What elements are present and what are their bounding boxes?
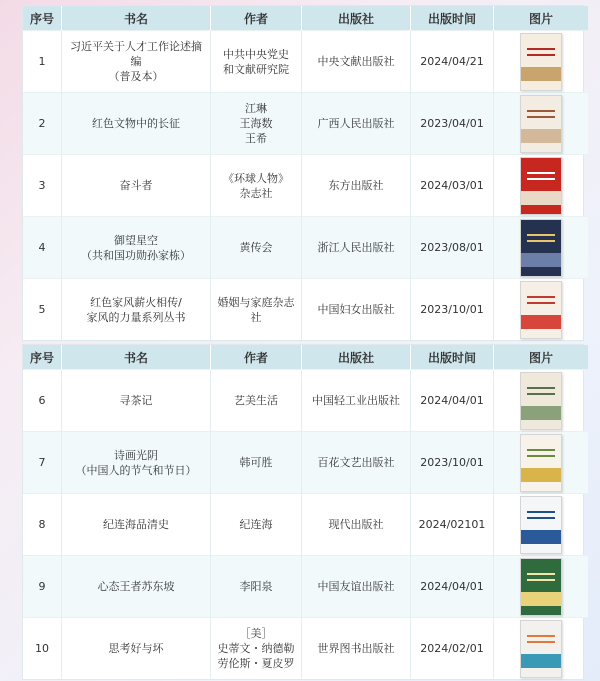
header-date: 出版时间 xyxy=(411,345,494,370)
cell-title xyxy=(62,279,211,341)
cell-no-text: 2 xyxy=(38,117,46,130)
cell-no-text: 4 xyxy=(38,241,46,254)
cell-publisher-text: 东方出版社 xyxy=(328,179,384,192)
cell-date-text: 2024/04/01 xyxy=(420,580,484,593)
cell-title xyxy=(62,155,211,217)
cell-publisher xyxy=(302,494,411,556)
cell-image xyxy=(494,155,589,217)
cell-author xyxy=(211,556,302,618)
header-title: 书名 xyxy=(62,6,211,31)
table-row xyxy=(23,432,588,494)
cell-no-text: 5 xyxy=(38,303,46,316)
cell-date-text: 2024/03/01 xyxy=(420,179,484,192)
cell-author xyxy=(211,279,302,341)
cell-title-text: 心态王者苏东坡 xyxy=(97,580,175,593)
cell-author-text: 纪连海 xyxy=(239,518,273,531)
cell-no xyxy=(23,432,62,494)
cell-title xyxy=(62,556,211,618)
cover-title-line xyxy=(527,641,555,643)
cell-date-text: 2023/10/01 xyxy=(420,456,484,469)
header-author: 作者 xyxy=(211,345,302,370)
book-table xyxy=(23,345,588,679)
cell-no-text: 1 xyxy=(38,55,46,68)
cell-date xyxy=(411,93,494,155)
cell-date xyxy=(411,432,494,494)
cell-date xyxy=(411,279,494,341)
cell-image xyxy=(494,31,589,93)
cell-title xyxy=(62,432,211,494)
cell-no xyxy=(23,370,62,432)
cover-title-line xyxy=(527,234,555,236)
book-cover-image xyxy=(520,219,562,277)
cell-date-text: 2023/10/01 xyxy=(420,303,484,316)
cell-no xyxy=(23,217,62,279)
header-title: 书名 xyxy=(62,345,211,370)
cover-title-line xyxy=(527,455,555,457)
table-row xyxy=(23,31,588,93)
cell-no xyxy=(23,155,62,217)
cell-author xyxy=(211,432,302,494)
book-cover-image xyxy=(520,434,562,492)
cell-date-text: 2023/08/01 xyxy=(420,241,484,254)
cell-date xyxy=(411,494,494,556)
book-cover-image xyxy=(520,157,562,215)
cell-image xyxy=(494,432,589,494)
cell-author xyxy=(211,155,302,217)
cover-title-line xyxy=(527,116,555,118)
cell-title-text: 习近平关于人才工作论述摘编 （普及本） xyxy=(70,40,202,83)
cell-image xyxy=(494,93,589,155)
cover-title-line xyxy=(527,302,555,304)
cover-title-line xyxy=(527,517,555,519)
cover-title-line xyxy=(527,393,555,395)
cell-title xyxy=(62,618,211,680)
cell-date-text: 2024/02101 xyxy=(418,518,486,531)
cell-author xyxy=(211,31,302,93)
cover-band xyxy=(521,253,561,267)
cell-author-text: 黄传会 xyxy=(239,241,273,254)
cell-date xyxy=(411,217,494,279)
cell-title-text: 思考好与坏 xyxy=(108,642,164,655)
cell-image xyxy=(494,494,589,556)
cell-no-text: 3 xyxy=(38,179,46,192)
cell-image xyxy=(494,279,589,341)
cover-band xyxy=(521,468,561,482)
cell-author-text: ［美］ 史蒂文・纳德勒 劳伦斯・夏皮罗 xyxy=(217,627,295,670)
cell-title-text: 御望星空 （共和国功勋孙家栋） xyxy=(81,233,191,262)
cell-author-text: 艺美生活 xyxy=(234,394,278,407)
cell-title xyxy=(62,370,211,432)
cell-author xyxy=(211,217,302,279)
cell-date xyxy=(411,370,494,432)
table-header-row xyxy=(23,345,588,370)
cell-publisher-text: 中国妇女出版社 xyxy=(317,303,395,316)
cell-author-text: 婚姻与家庭杂志社 xyxy=(217,295,295,324)
cell-no xyxy=(23,93,62,155)
cell-date-text: 2024/04/21 xyxy=(420,55,484,68)
cell-publisher-text: 广西人民出版社 xyxy=(317,117,395,130)
cell-publisher xyxy=(302,93,411,155)
book-cover-image xyxy=(520,281,562,339)
table-header-row xyxy=(23,6,588,31)
cover-band xyxy=(521,67,561,81)
cell-publisher-text: 现代出版社 xyxy=(328,518,384,531)
header-image: 图片 xyxy=(494,345,589,370)
table-body xyxy=(23,31,588,341)
cell-no xyxy=(23,31,62,93)
cell-author xyxy=(211,618,302,680)
cell-publisher-text: 中国轻工业出版社 xyxy=(312,394,400,407)
cell-date-text: 2024/04/01 xyxy=(420,394,484,407)
cell-publisher xyxy=(302,618,411,680)
cell-publisher xyxy=(302,279,411,341)
cover-title-line xyxy=(527,54,555,56)
cover-title-line xyxy=(527,240,555,242)
table-body xyxy=(23,370,588,680)
cell-title-text: 奋斗者 xyxy=(119,179,153,192)
book-cover-image xyxy=(520,372,562,430)
header-image: 图片 xyxy=(494,6,589,31)
header-date: 出版时间 xyxy=(411,6,494,31)
table-row xyxy=(23,217,588,279)
cell-image xyxy=(494,556,589,618)
cell-author-text: 李阳泉 xyxy=(239,580,273,593)
cell-no xyxy=(23,618,62,680)
cover-title-line xyxy=(527,449,555,451)
cover-title-line xyxy=(527,635,555,637)
cover-band xyxy=(521,191,561,205)
cell-author-text: 韩可胜 xyxy=(239,456,273,469)
table-row xyxy=(23,494,588,556)
cover-title-line xyxy=(527,579,555,581)
cover-title-line xyxy=(527,387,555,389)
cover-band xyxy=(521,530,561,544)
cover-title-line xyxy=(527,573,555,575)
table-row xyxy=(23,618,588,680)
cell-title xyxy=(62,494,211,556)
cover-title-line xyxy=(527,172,555,174)
cover-band xyxy=(521,654,561,668)
cell-no-text: 9 xyxy=(38,580,46,593)
cell-title-text: 红色家风薪火相传/ 家风的力量系列丛书 xyxy=(86,295,186,324)
cell-image xyxy=(494,217,589,279)
cell-title-text: 诗画光阴 （中国人的节气和节日） xyxy=(75,448,197,477)
cover-title-line xyxy=(527,511,555,513)
cover-band xyxy=(521,129,561,143)
cell-title xyxy=(62,31,211,93)
cell-date xyxy=(411,556,494,618)
cell-author xyxy=(211,370,302,432)
cell-no-text: 10 xyxy=(35,642,49,655)
header-publisher: 出版社 xyxy=(302,6,411,31)
cell-image xyxy=(494,618,589,680)
book-cover-image xyxy=(520,496,562,554)
cell-date xyxy=(411,31,494,93)
cell-no xyxy=(23,556,62,618)
cover-title-line xyxy=(527,48,555,50)
cover-band xyxy=(521,592,561,606)
cell-date-text: 2023/04/01 xyxy=(420,117,484,130)
cell-title xyxy=(62,217,211,279)
cell-date-text: 2024/02/01 xyxy=(420,642,484,655)
cell-publisher xyxy=(302,155,411,217)
cell-publisher-text: 世界图书出版社 xyxy=(317,642,395,655)
book-cover-image xyxy=(520,95,562,153)
cover-band xyxy=(521,406,561,420)
cell-date xyxy=(411,618,494,680)
cell-publisher-text: 中央文献出版社 xyxy=(317,55,395,68)
book-table xyxy=(23,6,588,340)
header-no: 序号 xyxy=(23,6,62,31)
cell-author-text: 江琳 王海数 王希 xyxy=(239,102,273,145)
book-table-1 xyxy=(22,5,584,341)
table-row xyxy=(23,155,588,217)
cell-no-text: 8 xyxy=(38,518,46,531)
cover-title-line xyxy=(527,296,555,298)
cover-title-line xyxy=(527,178,555,180)
cell-title-text: 寻茶记 xyxy=(119,394,153,407)
book-cover-image xyxy=(520,620,562,678)
header-publisher: 出版社 xyxy=(302,345,411,370)
cell-title-text: 红色文物中的长征 xyxy=(92,117,180,130)
cell-publisher xyxy=(302,556,411,618)
cell-no-text: 6 xyxy=(38,394,46,407)
book-cover-image xyxy=(520,33,562,91)
cell-publisher-text: 百花文艺出版社 xyxy=(317,456,395,469)
cell-publisher xyxy=(302,432,411,494)
cell-publisher xyxy=(302,31,411,93)
cell-publisher-text: 中国友谊出版社 xyxy=(317,580,395,593)
cover-band xyxy=(521,315,561,329)
cell-no xyxy=(23,494,62,556)
book-cover-image xyxy=(520,558,562,616)
cell-title xyxy=(62,93,211,155)
table-row xyxy=(23,556,588,618)
cell-date xyxy=(411,155,494,217)
header-no: 序号 xyxy=(23,345,62,370)
table-row xyxy=(23,93,588,155)
cell-publisher xyxy=(302,370,411,432)
cover-title-line xyxy=(527,110,555,112)
cell-no xyxy=(23,279,62,341)
cell-publisher-text: 浙江人民出版社 xyxy=(317,241,395,254)
cell-image xyxy=(494,370,589,432)
cell-title-text: 纪连海品清史 xyxy=(103,518,169,531)
header-author: 作者 xyxy=(211,6,302,31)
cell-author xyxy=(211,494,302,556)
table-row xyxy=(23,279,588,341)
table-row xyxy=(23,370,588,432)
cell-publisher xyxy=(302,217,411,279)
cell-author-text: 《环球人物》 杂志社 xyxy=(223,171,289,200)
cell-author xyxy=(211,93,302,155)
book-table-2 xyxy=(22,344,584,680)
cell-author-text: 中共中央党史 和文献研究院 xyxy=(223,47,289,76)
cell-no-text: 7 xyxy=(38,456,46,469)
